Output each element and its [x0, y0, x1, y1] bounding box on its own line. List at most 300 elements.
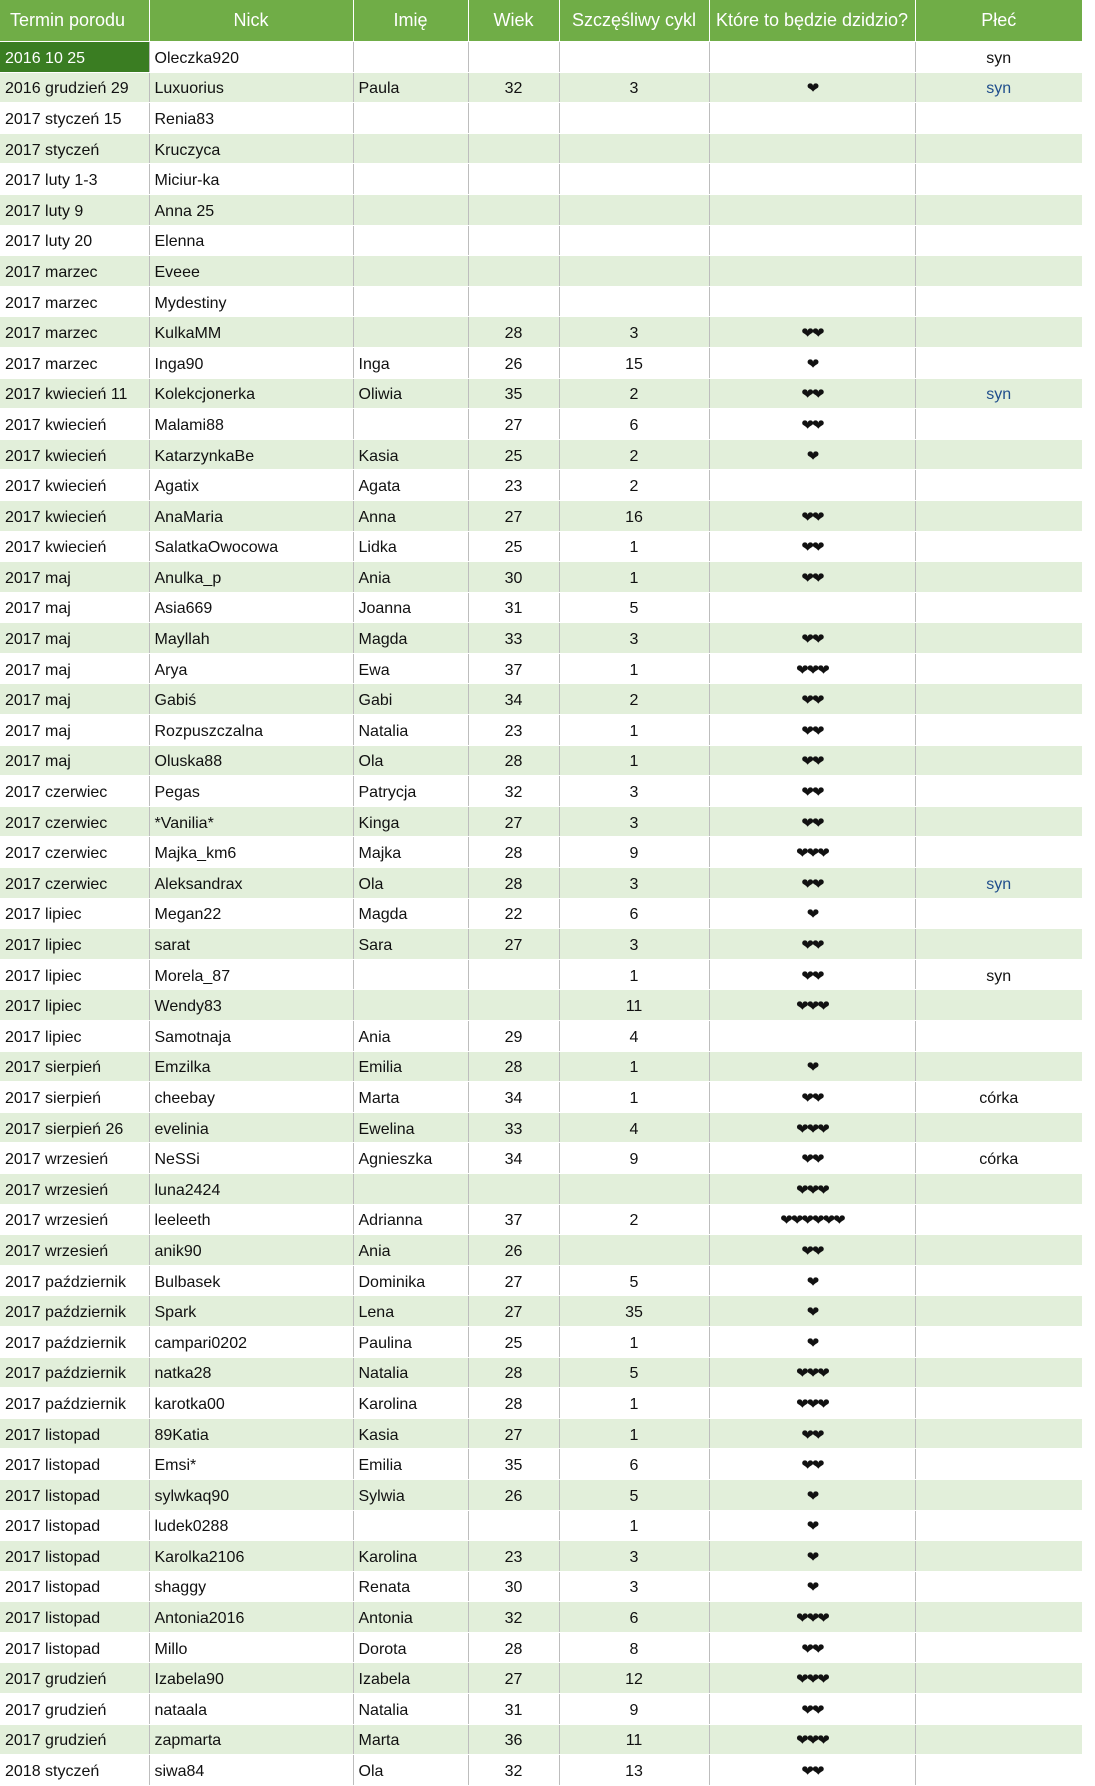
age-cell[interactable]: 27 — [468, 1663, 559, 1694]
hearts-cell[interactable] — [709, 1265, 915, 1296]
gender-cell[interactable] — [915, 1235, 1082, 1266]
cycle-cell[interactable] — [559, 1235, 709, 1266]
nick-cell[interactable]: Karolka2106 — [149, 1541, 353, 1572]
gender-cell[interactable]: syn — [915, 959, 1082, 990]
hearts-cell[interactable] — [709, 1479, 915, 1510]
hearts-cell[interactable] — [709, 898, 915, 929]
due-date-cell[interactable]: 2017 wrzesień — [0, 1173, 149, 1204]
age-cell[interactable] — [468, 1173, 559, 1204]
hearts-cell[interactable] — [709, 1204, 915, 1235]
nick-cell[interactable]: luna2424 — [149, 1173, 353, 1204]
cycle-cell[interactable] — [559, 256, 709, 287]
name-cell[interactable]: Natalia — [353, 715, 468, 746]
hearts-cell[interactable] — [709, 439, 915, 470]
nick-cell[interactable]: Millo — [149, 1632, 353, 1663]
hearts-cell[interactable] — [709, 1357, 915, 1388]
hearts-cell[interactable] — [709, 1143, 915, 1174]
age-cell[interactable]: 28 — [468, 1388, 559, 1419]
cycle-cell[interactable]: 2 — [559, 378, 709, 409]
gender-cell[interactable]: córka — [915, 1143, 1082, 1174]
name-cell[interactable]: Sara — [353, 929, 468, 960]
nick-cell[interactable]: Kolekcjonerka — [149, 378, 353, 409]
hearts-cell[interactable] — [709, 164, 915, 195]
nick-cell[interactable]: Emzilka — [149, 1051, 353, 1082]
due-date-cell[interactable]: 2017 marzec — [0, 317, 149, 348]
gender-cell[interactable] — [915, 347, 1082, 378]
gender-cell[interactable]: syn — [915, 42, 1082, 73]
age-cell[interactable]: 31 — [468, 592, 559, 623]
cycle-cell[interactable]: 2 — [559, 439, 709, 470]
cycle-cell[interactable]: 2 — [559, 1204, 709, 1235]
nick-cell[interactable]: campari0202 — [149, 1326, 353, 1357]
age-cell[interactable] — [468, 194, 559, 225]
nick-cell[interactable]: anik90 — [149, 1235, 353, 1266]
cycle-cell[interactable]: 12 — [559, 1663, 709, 1694]
due-date-cell[interactable]: 2017 październik — [0, 1388, 149, 1419]
age-cell[interactable]: 28 — [468, 317, 559, 348]
name-cell[interactable]: Kinga — [353, 806, 468, 837]
due-date-cell[interactable]: 2017 sierpień — [0, 1082, 149, 1113]
due-date-cell[interactable]: 2017 czerwiec — [0, 806, 149, 837]
cycle-cell[interactable] — [559, 42, 709, 73]
nick-cell[interactable]: Kruczyca — [149, 133, 353, 164]
hearts-cell[interactable] — [709, 715, 915, 746]
name-cell[interactable]: Marta — [353, 1724, 468, 1755]
due-date-cell[interactable]: 2017 maj — [0, 745, 149, 776]
due-date-cell[interactable]: 2017 grudzień — [0, 1663, 149, 1694]
age-cell[interactable]: 30 — [468, 1571, 559, 1602]
name-cell[interactable]: Ewa — [353, 653, 468, 684]
gender-cell[interactable] — [915, 1663, 1082, 1694]
nick-cell[interactable]: Mayllah — [149, 623, 353, 654]
name-cell[interactable]: Emilia — [353, 1051, 468, 1082]
nick-cell[interactable]: shaggy — [149, 1571, 353, 1602]
gender-cell[interactable] — [915, 1418, 1082, 1449]
gender-cell[interactable] — [915, 1112, 1082, 1143]
name-cell[interactable]: Ania — [353, 1235, 468, 1266]
age-cell[interactable]: 35 — [468, 378, 559, 409]
cycle-cell[interactable]: 3 — [559, 72, 709, 103]
name-cell[interactable]: Emilia — [353, 1449, 468, 1480]
name-cell[interactable]: Magda — [353, 898, 468, 929]
nick-cell[interactable]: Gabiś — [149, 684, 353, 715]
gender-cell[interactable] — [915, 1510, 1082, 1541]
cycle-cell[interactable]: 4 — [559, 1021, 709, 1052]
hearts-cell[interactable] — [709, 225, 915, 256]
name-cell[interactable]: Marta — [353, 1082, 468, 1113]
cycle-cell[interactable]: 1 — [559, 959, 709, 990]
cycle-cell[interactable] — [559, 133, 709, 164]
name-cell[interactable]: Ola — [353, 868, 468, 899]
hearts-cell[interactable] — [709, 347, 915, 378]
age-cell[interactable]: 29 — [468, 1021, 559, 1052]
cycle-cell[interactable] — [559, 225, 709, 256]
cycle-cell[interactable]: 3 — [559, 868, 709, 899]
age-cell[interactable]: 27 — [468, 1418, 559, 1449]
age-cell[interactable]: 26 — [468, 1235, 559, 1266]
gender-cell[interactable] — [915, 806, 1082, 837]
age-cell[interactable]: 26 — [468, 347, 559, 378]
hearts-cell[interactable] — [709, 1510, 915, 1541]
age-cell[interactable] — [468, 103, 559, 134]
age-cell[interactable]: 28 — [468, 1051, 559, 1082]
hearts-cell[interactable] — [709, 1541, 915, 1572]
age-cell[interactable] — [468, 42, 559, 73]
gender-cell[interactable] — [915, 317, 1082, 348]
cycle-cell[interactable]: 1 — [559, 562, 709, 593]
nick-cell[interactable]: evelinia — [149, 1112, 353, 1143]
cycle-cell[interactable]: 8 — [559, 1632, 709, 1663]
cycle-cell[interactable] — [559, 1173, 709, 1204]
cycle-cell[interactable]: 9 — [559, 837, 709, 868]
due-date-cell[interactable]: 2017 maj — [0, 653, 149, 684]
nick-cell[interactable]: leeleeth — [149, 1204, 353, 1235]
gender-cell[interactable] — [915, 745, 1082, 776]
due-date-cell[interactable]: 2017 październik — [0, 1265, 149, 1296]
gender-cell[interactable] — [915, 715, 1082, 746]
name-cell[interactable] — [353, 409, 468, 440]
nick-cell[interactable]: Majka_km6 — [149, 837, 353, 868]
cycle-cell[interactable]: 9 — [559, 1143, 709, 1174]
name-cell[interactable]: Adrianna — [353, 1204, 468, 1235]
name-cell[interactable] — [353, 317, 468, 348]
hearts-cell[interactable] — [709, 1694, 915, 1725]
cycle-cell[interactable]: 5 — [559, 592, 709, 623]
cycle-cell[interactable]: 1 — [559, 1082, 709, 1113]
name-cell[interactable]: Majka — [353, 837, 468, 868]
age-cell[interactable]: 23 — [468, 470, 559, 501]
cycle-cell[interactable]: 5 — [559, 1265, 709, 1296]
hearts-cell[interactable] — [709, 929, 915, 960]
name-cell[interactable]: Ewelina — [353, 1112, 468, 1143]
gender-cell[interactable] — [915, 562, 1082, 593]
due-date-cell[interactable]: 2017 styczeń 15 — [0, 103, 149, 134]
age-cell[interactable]: 25 — [468, 531, 559, 562]
nick-cell[interactable]: Luxuorius — [149, 72, 353, 103]
gender-cell[interactable] — [915, 1602, 1082, 1633]
age-cell[interactable]: 23 — [468, 715, 559, 746]
gender-cell[interactable] — [915, 898, 1082, 929]
name-cell[interactable]: Oliwia — [353, 378, 468, 409]
gender-cell[interactable] — [915, 194, 1082, 225]
name-cell[interactable]: Anna — [353, 500, 468, 531]
gender-cell[interactable] — [915, 1051, 1082, 1082]
hearts-cell[interactable] — [709, 133, 915, 164]
age-cell[interactable]: 27 — [468, 1296, 559, 1327]
due-date-cell[interactable]: 2018 styczeń — [0, 1755, 149, 1786]
cycle-cell[interactable] — [559, 103, 709, 134]
gender-cell[interactable] — [915, 929, 1082, 960]
nick-cell[interactable]: siwa84 — [149, 1755, 353, 1786]
nick-cell[interactable]: Emsi* — [149, 1449, 353, 1480]
cycle-cell[interactable]: 2 — [559, 684, 709, 715]
due-date-cell[interactable]: 2017 styczeń — [0, 133, 149, 164]
nick-cell[interactable]: Wendy83 — [149, 990, 353, 1021]
name-cell[interactable] — [353, 990, 468, 1021]
hearts-cell[interactable] — [709, 837, 915, 868]
due-date-cell[interactable]: 2016 10 25 — [0, 42, 149, 73]
nick-cell[interactable]: KatarzynkaBe — [149, 439, 353, 470]
cycle-cell[interactable] — [559, 286, 709, 317]
due-date-cell[interactable]: 2017 maj — [0, 684, 149, 715]
nick-cell[interactable]: SalatkaOwocowa — [149, 531, 353, 562]
cycle-cell[interactable] — [559, 194, 709, 225]
due-date-cell[interactable]: 2017 listopad — [0, 1479, 149, 1510]
age-cell[interactable] — [468, 164, 559, 195]
cycle-cell[interactable]: 15 — [559, 347, 709, 378]
due-date-cell[interactable]: 2017 marzec — [0, 347, 149, 378]
cycle-cell[interactable]: 4 — [559, 1112, 709, 1143]
name-cell[interactable]: Lidka — [353, 531, 468, 562]
name-cell[interactable]: Antonia — [353, 1602, 468, 1633]
due-date-cell[interactable]: 2017 maj — [0, 562, 149, 593]
gender-cell[interactable] — [915, 531, 1082, 562]
age-cell[interactable]: 23 — [468, 1541, 559, 1572]
nick-cell[interactable]: Rozpuszczalna — [149, 715, 353, 746]
age-cell[interactable]: 30 — [468, 562, 559, 593]
cycle-cell[interactable]: 16 — [559, 500, 709, 531]
nick-cell[interactable]: sarat — [149, 929, 353, 960]
due-date-cell[interactable]: 2017 listopad — [0, 1510, 149, 1541]
name-cell[interactable] — [353, 103, 468, 134]
hearts-cell[interactable] — [709, 1112, 915, 1143]
age-cell[interactable]: 32 — [468, 1755, 559, 1786]
hearts-cell[interactable] — [709, 1051, 915, 1082]
hearts-cell[interactable] — [709, 1571, 915, 1602]
due-date-cell[interactable]: 2017 lipiec — [0, 898, 149, 929]
cycle-cell[interactable]: 1 — [559, 1326, 709, 1357]
nick-cell[interactable]: Asia669 — [149, 592, 353, 623]
nick-cell[interactable]: Oluska88 — [149, 745, 353, 776]
nick-cell[interactable]: Oleczka920 — [149, 42, 353, 73]
nick-cell[interactable]: Antonia2016 — [149, 1602, 353, 1633]
cycle-cell[interactable]: 1 — [559, 745, 709, 776]
due-date-cell[interactable]: 2017 listopad — [0, 1541, 149, 1572]
nick-cell[interactable]: nataala — [149, 1694, 353, 1725]
gender-cell[interactable] — [915, 623, 1082, 654]
name-cell[interactable] — [353, 1173, 468, 1204]
gender-cell[interactable] — [915, 592, 1082, 623]
cycle-cell[interactable]: 1 — [559, 1051, 709, 1082]
due-date-cell[interactable]: 2017 grudzień — [0, 1694, 149, 1725]
nick-cell[interactable]: Samotnaja — [149, 1021, 353, 1052]
hearts-cell[interactable] — [709, 1418, 915, 1449]
age-cell[interactable]: 27 — [468, 500, 559, 531]
age-cell[interactable]: 37 — [468, 1204, 559, 1235]
hearts-cell[interactable] — [709, 653, 915, 684]
gender-cell[interactable]: syn — [915, 72, 1082, 103]
name-cell[interactable] — [353, 164, 468, 195]
due-date-cell[interactable]: 2017 kwiecień — [0, 439, 149, 470]
hearts-cell[interactable] — [709, 1755, 915, 1786]
nick-cell[interactable]: KulkaMM — [149, 317, 353, 348]
hearts-cell[interactable] — [709, 1021, 915, 1052]
gender-cell[interactable] — [915, 1724, 1082, 1755]
name-cell[interactable]: Izabela — [353, 1663, 468, 1694]
hearts-cell[interactable] — [709, 531, 915, 562]
name-cell[interactable]: Dominika — [353, 1265, 468, 1296]
age-cell[interactable]: 26 — [468, 1479, 559, 1510]
age-cell[interactable]: 32 — [468, 72, 559, 103]
gender-cell[interactable]: córka — [915, 1082, 1082, 1113]
hearts-cell[interactable] — [709, 1602, 915, 1633]
due-date-cell[interactable]: 2017 wrzesień — [0, 1143, 149, 1174]
name-cell[interactable]: Agata — [353, 470, 468, 501]
gender-cell[interactable] — [915, 1173, 1082, 1204]
gender-cell[interactable] — [915, 1479, 1082, 1510]
due-date-cell[interactable]: 2017 luty 20 — [0, 225, 149, 256]
age-cell[interactable] — [468, 286, 559, 317]
cycle-cell[interactable] — [559, 164, 709, 195]
due-date-cell[interactable]: 2017 wrzesień — [0, 1235, 149, 1266]
gender-cell[interactable]: syn — [915, 868, 1082, 899]
nick-cell[interactable]: Arya — [149, 653, 353, 684]
age-cell[interactable]: 27 — [468, 1265, 559, 1296]
gender-cell[interactable] — [915, 286, 1082, 317]
nick-cell[interactable]: Eveee — [149, 256, 353, 287]
age-cell[interactable]: 37 — [468, 653, 559, 684]
age-cell[interactable] — [468, 133, 559, 164]
cycle-cell[interactable]: 1 — [559, 653, 709, 684]
name-cell[interactable]: Renata — [353, 1571, 468, 1602]
name-cell[interactable]: Dorota — [353, 1632, 468, 1663]
due-date-cell[interactable]: 2017 sierpień — [0, 1051, 149, 1082]
name-cell[interactable] — [353, 1510, 468, 1541]
age-cell[interactable]: 35 — [468, 1449, 559, 1480]
age-cell[interactable]: 28 — [468, 1632, 559, 1663]
due-date-cell[interactable]: 2017 maj — [0, 592, 149, 623]
age-cell[interactable] — [468, 225, 559, 256]
hearts-cell[interactable] — [709, 990, 915, 1021]
age-cell[interactable] — [468, 990, 559, 1021]
hearts-cell[interactable] — [709, 592, 915, 623]
hearts-cell[interactable] — [709, 1449, 915, 1480]
age-cell[interactable]: 27 — [468, 806, 559, 837]
name-cell[interactable]: Patrycja — [353, 776, 468, 807]
hearts-cell[interactable] — [709, 806, 915, 837]
nick-cell[interactable]: Anna 25 — [149, 194, 353, 225]
nick-cell[interactable]: sylwkaq90 — [149, 1479, 353, 1510]
gender-cell[interactable] — [915, 1449, 1082, 1480]
due-date-cell[interactable]: 2017 listopad — [0, 1571, 149, 1602]
gender-cell[interactable] — [915, 1755, 1082, 1786]
cycle-cell[interactable]: 3 — [559, 623, 709, 654]
gender-cell[interactable] — [915, 1265, 1082, 1296]
hearts-cell[interactable] — [709, 317, 915, 348]
nick-cell[interactable]: 89Katia — [149, 1418, 353, 1449]
gender-cell[interactable] — [915, 439, 1082, 470]
name-cell[interactable]: Sylwia — [353, 1479, 468, 1510]
due-date-cell[interactable]: 2017 lipiec — [0, 929, 149, 960]
hearts-cell[interactable] — [709, 776, 915, 807]
cycle-cell[interactable]: 1 — [559, 1388, 709, 1419]
cycle-cell[interactable]: 5 — [559, 1357, 709, 1388]
hearts-cell[interactable] — [709, 500, 915, 531]
nick-cell[interactable]: Megan22 — [149, 898, 353, 929]
due-date-cell[interactable]: 2017 sierpień 26 — [0, 1112, 149, 1143]
due-date-cell[interactable]: 2017 lipiec — [0, 959, 149, 990]
gender-cell[interactable] — [915, 1357, 1082, 1388]
hearts-cell[interactable] — [709, 623, 915, 654]
nick-cell[interactable]: ludek0288 — [149, 1510, 353, 1541]
gender-cell[interactable] — [915, 1021, 1082, 1052]
age-cell[interactable]: 28 — [468, 868, 559, 899]
hearts-cell[interactable] — [709, 409, 915, 440]
cycle-cell[interactable]: 11 — [559, 1724, 709, 1755]
gender-cell[interactable] — [915, 1326, 1082, 1357]
gender-cell[interactable] — [915, 225, 1082, 256]
nick-cell[interactable]: AnaMaria — [149, 500, 353, 531]
due-date-cell[interactable]: 2017 kwiecień — [0, 409, 149, 440]
nick-cell[interactable]: NeSSi — [149, 1143, 353, 1174]
hearts-cell[interactable] — [709, 286, 915, 317]
nick-cell[interactable]: Miciur-ka — [149, 164, 353, 195]
gender-cell[interactable] — [915, 103, 1082, 134]
due-date-cell[interactable]: 2017 grudzień — [0, 1724, 149, 1755]
name-cell[interactable]: Karolina — [353, 1541, 468, 1572]
age-cell[interactable]: 28 — [468, 1357, 559, 1388]
due-date-cell[interactable]: 2017 marzec — [0, 256, 149, 287]
gender-cell[interactable] — [915, 990, 1082, 1021]
name-cell[interactable]: Natalia — [353, 1357, 468, 1388]
cycle-cell[interactable]: 3 — [559, 776, 709, 807]
due-date-cell[interactable]: 2017 listopad — [0, 1602, 149, 1633]
hearts-cell[interactable] — [709, 256, 915, 287]
hearts-cell[interactable] — [709, 1235, 915, 1266]
age-cell[interactable] — [468, 959, 559, 990]
gender-cell[interactable] — [915, 837, 1082, 868]
cycle-cell[interactable]: 6 — [559, 1449, 709, 1480]
hearts-cell[interactable] — [709, 1082, 915, 1113]
nick-cell[interactable]: Bulbasek — [149, 1265, 353, 1296]
cycle-cell[interactable]: 1 — [559, 1510, 709, 1541]
nick-cell[interactable]: Agatix — [149, 470, 353, 501]
due-date-cell[interactable]: 2017 kwiecień — [0, 531, 149, 562]
name-cell[interactable]: Agnieszka — [353, 1143, 468, 1174]
due-date-cell[interactable]: 2017 lipiec — [0, 1021, 149, 1052]
cycle-cell[interactable]: 1 — [559, 1418, 709, 1449]
nick-cell[interactable]: Renia83 — [149, 103, 353, 134]
age-cell[interactable] — [468, 1510, 559, 1541]
age-cell[interactable]: 22 — [468, 898, 559, 929]
due-date-cell[interactable]: 2017 październik — [0, 1296, 149, 1327]
hearts-cell[interactable] — [709, 72, 915, 103]
name-cell[interactable]: Lena — [353, 1296, 468, 1327]
gender-cell[interactable] — [915, 1694, 1082, 1725]
hearts-cell[interactable] — [709, 959, 915, 990]
nick-cell[interactable]: Izabela90 — [149, 1663, 353, 1694]
nick-cell[interactable]: Pegas — [149, 776, 353, 807]
gender-cell[interactable] — [915, 1296, 1082, 1327]
hearts-cell[interactable] — [709, 470, 915, 501]
hearts-cell[interactable] — [709, 684, 915, 715]
name-cell[interactable]: Natalia — [353, 1694, 468, 1725]
due-date-cell[interactable]: 2017 kwiecień — [0, 470, 149, 501]
due-date-cell[interactable]: 2017 maj — [0, 715, 149, 746]
age-cell[interactable]: 32 — [468, 1602, 559, 1633]
name-cell[interactable]: Paulina — [353, 1326, 468, 1357]
name-cell[interactable]: Ania — [353, 562, 468, 593]
age-cell[interactable]: 28 — [468, 837, 559, 868]
cycle-cell[interactable]: 1 — [559, 715, 709, 746]
due-date-cell[interactable]: 2016 grudzień 29 — [0, 72, 149, 103]
age-cell[interactable]: 25 — [468, 439, 559, 470]
cycle-cell[interactable]: 2 — [559, 470, 709, 501]
gender-cell[interactable] — [915, 1632, 1082, 1663]
age-cell[interactable]: 27 — [468, 929, 559, 960]
nick-cell[interactable]: natka28 — [149, 1357, 353, 1388]
age-cell[interactable]: 33 — [468, 623, 559, 654]
